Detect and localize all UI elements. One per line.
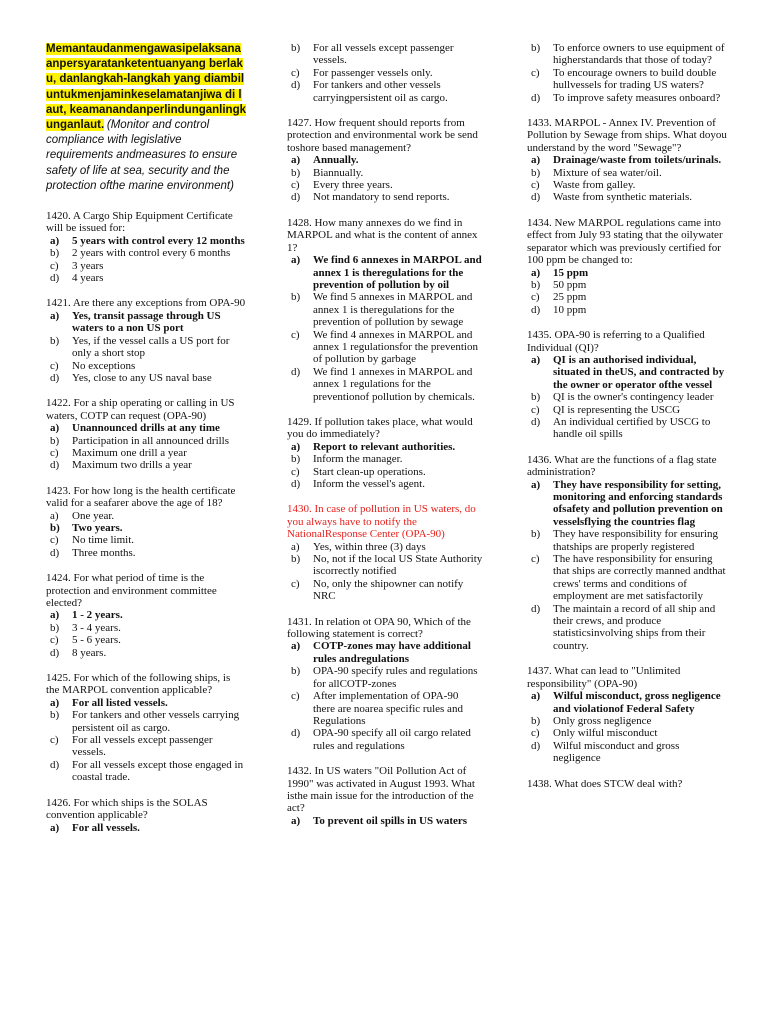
question-text: 1421. Are there any exceptions from OPA-90 — [46, 297, 246, 310]
answer-option — [46, 547, 246, 559]
option-letter: a) — [50, 422, 60, 435]
option-text: Start clean-up operations. — [313, 465, 426, 478]
option-text: Report to relevant authorities. — [313, 440, 456, 453]
option-letter: a) — [531, 353, 541, 366]
question-text: 1428. How many annexes do we find in MARPOL and what is the content of annex 1? — [287, 216, 478, 254]
option-text: To improve safety measures onboard? — [553, 91, 721, 104]
option-letter: c) — [50, 259, 59, 272]
answer-options — [46, 510, 246, 560]
option-letter: d) — [291, 79, 301, 92]
option-text: Participation in all announced drills — [72, 434, 230, 447]
option-letter: b) — [531, 528, 541, 541]
answer-option — [287, 478, 483, 490]
question-block — [287, 217, 483, 403]
answer-option — [46, 372, 246, 384]
answer-option-correct — [527, 354, 727, 391]
answer-option — [287, 727, 483, 752]
intro-highlighted-text: Memantaudanmengawasipelaksanaanpersyaratanketentuanyang berlaku, danlangkah-langkah yang diambiluntukmenjaminkeselamatanjiwa di laut, keamanandanperlindunganlingkunganlaut. — [46, 43, 247, 132]
option-text: 8 years. — [72, 646, 107, 659]
answer-option — [46, 510, 246, 522]
answer-options — [287, 640, 483, 752]
answer-option-correct — [46, 422, 246, 434]
option-text: QI is representing the USCG — [553, 403, 681, 416]
option-letter: b) — [50, 434, 60, 447]
answer-option — [527, 279, 727, 291]
option-text: COTP-zones may have additional rules andregulations — [313, 640, 471, 665]
option-letter: b) — [50, 621, 60, 634]
answer-option — [287, 79, 483, 104]
option-text: Wilful misconduct and gross negligence — [553, 739, 680, 765]
answer-option — [46, 647, 246, 659]
answer-option-correct — [527, 690, 727, 715]
option-text: Yes, transit passage through US waters to a non US port — [72, 309, 221, 335]
option-text: Inform the manager. — [313, 453, 403, 466]
option-text: Only gross negligence — [553, 714, 652, 727]
question-block — [527, 454, 727, 653]
answer-option-correct — [46, 609, 246, 621]
answer-option — [46, 247, 246, 259]
question-block — [527, 42, 727, 104]
option-text: 1 - 2 years. — [72, 609, 123, 622]
answer-option — [527, 553, 727, 603]
option-letter: c) — [291, 577, 300, 590]
answer-option — [287, 67, 483, 79]
option-letter: b) — [50, 521, 60, 534]
option-text: For tankers and other vessels carryingpersistent oil as cargo. — [313, 79, 448, 104]
option-letter: b) — [291, 291, 301, 304]
answer-option — [46, 534, 246, 546]
answer-option — [527, 304, 727, 316]
question-text: 1431. In relation ot OPA 90, Which of the following statement is correct? — [287, 615, 471, 641]
answer-option-correct — [46, 697, 246, 709]
question-text: 1436. What are the functions of a flag state administration? — [527, 453, 717, 479]
answer-option — [527, 416, 727, 441]
question-text: 1420. A Cargo Ship Equipment Certificate will be issued for: — [46, 210, 233, 235]
option-text: Maximum two drills a year — [72, 459, 192, 472]
question-block — [46, 297, 246, 384]
option-letter: b) — [291, 553, 301, 566]
answer-option — [287, 553, 483, 578]
answer-option — [46, 435, 246, 447]
option-letter: c) — [50, 359, 59, 372]
answer-option — [527, 179, 727, 191]
option-text: 15 ppm — [553, 266, 589, 279]
option-text: 3 years — [72, 259, 104, 272]
question-text: 1438. What does STCW deal with? — [527, 777, 683, 790]
option-text: 10 ppm — [553, 303, 587, 316]
option-letter: a) — [50, 821, 60, 834]
answer-option — [287, 291, 483, 328]
answer-option-correct — [527, 267, 727, 279]
option-text: Every three years. — [313, 179, 393, 192]
question-text: 1435. OPA-90 is referring to a Qualified Individual (QI)? — [527, 329, 705, 354]
option-letter: a) — [291, 640, 301, 653]
answer-option — [46, 734, 246, 759]
option-letter: d) — [50, 646, 60, 659]
option-letter: b) — [291, 453, 301, 466]
question-block — [527, 117, 727, 204]
answer-option — [46, 459, 246, 471]
answer-options — [287, 441, 483, 491]
option-text: Waste from synthetic materials. — [553, 191, 693, 204]
option-text: To enforce owners to use equipment of higherstandards that those of today? — [553, 42, 725, 67]
question-text: 1433. MARPOL - Annex IV. Prevention of Pollution by Sewage from ships. What doyou understand by the word "Sewage"? — [527, 117, 727, 154]
option-letter: a) — [50, 309, 60, 322]
answer-option — [527, 391, 727, 403]
option-letter: c) — [291, 690, 300, 703]
question-block — [287, 616, 483, 752]
option-letter: c) — [531, 553, 540, 566]
answer-options — [46, 609, 246, 659]
option-text: Waste from galley. — [553, 179, 636, 192]
option-text: Biannually. — [313, 166, 364, 179]
option-text: OPA-90 specify rules and regulations for allCOTP-zones — [313, 665, 478, 690]
option-text: Wilful misconduct, gross negligence and violationof Federal Safety — [553, 690, 721, 715]
answer-options — [46, 697, 246, 784]
option-text: Inform the vessel's agent. — [313, 478, 425, 490]
answer-option — [527, 603, 727, 653]
answer-option — [46, 622, 246, 634]
option-letter: c) — [50, 634, 59, 647]
answer-option — [287, 466, 483, 478]
column-3 — [527, 42, 727, 803]
question-block — [46, 397, 246, 471]
answer-option — [527, 67, 727, 92]
option-text: Two years. — [72, 521, 123, 534]
question-text: 1423. For how long is the health certificate valid for a seafarer above the age of 18? — [46, 484, 236, 510]
option-letter: b) — [531, 166, 541, 179]
question-block — [46, 485, 246, 559]
option-text: For all listed vessels. — [72, 696, 168, 709]
option-letter: d) — [50, 459, 60, 472]
option-text: 5 years with control every 12 months — [72, 234, 245, 247]
answer-option — [287, 541, 483, 553]
answer-option-correct — [287, 254, 483, 291]
option-text: 3 - 4 years. — [72, 621, 121, 634]
question-text: 1424. For what period of time is the protection and environment committee elected? — [46, 572, 217, 609]
option-letter: d) — [291, 478, 301, 490]
answer-options — [287, 154, 483, 204]
answer-option-correct — [287, 154, 483, 166]
option-letter: a) — [531, 154, 541, 167]
answer-option — [527, 404, 727, 416]
option-letter: c) — [531, 727, 540, 740]
option-text: 50 ppm — [553, 278, 587, 291]
answer-option — [287, 366, 483, 403]
option-letter: d) — [291, 191, 301, 204]
option-letter: c) — [531, 179, 540, 192]
option-letter: d) — [531, 191, 541, 204]
option-letter: c) — [531, 66, 540, 79]
answer-option — [46, 360, 246, 372]
option-letter: d) — [531, 602, 541, 615]
option-letter: c) — [531, 291, 540, 304]
answer-option — [527, 715, 727, 727]
option-text: Mixture of sea water/oil. — [553, 166, 662, 179]
option-text: For tankers and other vessels carrying persistent oil as cargo. — [72, 709, 240, 734]
option-text: Annually. — [313, 154, 359, 167]
question-block — [46, 672, 246, 784]
answer-options — [287, 815, 483, 827]
option-text: For passenger vessels only. — [313, 66, 433, 79]
option-text: For all vessels except passenger vessels. — [313, 42, 454, 67]
option-letter: b) — [531, 278, 541, 291]
option-text: Yes, if the vessel calls a US port for only a short stop — [72, 334, 230, 360]
option-text: They have responsibility for ensuring thatships are properly registered — [553, 528, 718, 553]
option-letter: d) — [531, 91, 541, 104]
option-text: 2 years with control every 6 months — [72, 247, 231, 260]
answer-option — [46, 335, 246, 360]
option-letter: a) — [50, 509, 59, 522]
option-text: For all vessels except those engaged in coastal trade. — [72, 758, 244, 784]
option-text: The have responsibility for ensuring that ships are correctly manned andthat crews' terms and conditions of employment are met satisfactorily — [553, 553, 726, 603]
answer-options — [287, 254, 483, 403]
answer-option — [287, 329, 483, 366]
question-text: 1426. For which ships is the SOLAS convention applicable? — [46, 796, 208, 822]
option-letter: d) — [531, 303, 541, 316]
option-letter: a) — [531, 478, 541, 491]
option-letter: a) — [531, 690, 541, 703]
option-letter: a) — [50, 696, 60, 709]
answer-options — [287, 42, 483, 104]
option-text: Maximum one drill a year — [72, 446, 187, 459]
question-block — [287, 117, 483, 204]
option-letter: a) — [531, 266, 541, 279]
answer-options — [527, 42, 727, 104]
option-text: We find 6 annexes in MARPOL and annex 1 is theregulations for the prevention of pollution by oil — [313, 254, 482, 291]
option-text: 25 ppm — [553, 291, 587, 304]
question-block — [287, 416, 483, 490]
question-text: 1427. How frequent should reports from protection and environmental work be send toshore based management? — [287, 117, 478, 154]
answer-option — [46, 759, 246, 784]
option-text: 5 - 6 years. — [72, 634, 121, 647]
answer-option — [527, 291, 727, 303]
answer-option-correct — [527, 154, 727, 166]
answer-option-correct — [46, 235, 246, 247]
answer-option-correct — [287, 640, 483, 665]
question-block — [287, 503, 483, 602]
answer-option-correct — [46, 522, 246, 534]
option-letter: d) — [50, 371, 60, 384]
answer-options — [46, 235, 246, 285]
option-text: 4 years — [72, 272, 104, 285]
question-block — [287, 42, 483, 104]
option-letter: b) — [291, 42, 301, 54]
question-block — [287, 765, 483, 827]
answer-options — [527, 479, 727, 653]
answer-option — [527, 42, 727, 67]
option-letter: c) — [291, 465, 300, 478]
option-letter: b) — [531, 391, 541, 404]
question-text: 1432. In US waters "Oil Pollution Act of 1990" was activated in August 1993. What isthe main issue for the introduction of the act? — [287, 765, 475, 815]
option-text: OPA-90 specify all oil cargo related rules and regulations — [313, 727, 471, 752]
option-letter: a) — [291, 540, 300, 553]
answer-options — [287, 541, 483, 603]
option-letter: c) — [531, 403, 540, 416]
answer-options — [527, 690, 727, 764]
option-letter: c) — [50, 734, 59, 747]
option-letter: a) — [291, 254, 301, 267]
option-text: No exceptions — [72, 359, 136, 372]
question-text: 1425. For which of the following ships, is the MARPOL convention applicable? — [46, 672, 231, 697]
question-text: 1422. For a ship operating or calling in US waters, COTP can request (OPA-90) — [46, 397, 235, 422]
option-letter: b) — [531, 42, 541, 54]
option-text: Yes, close to any US naval base — [72, 371, 212, 384]
option-text: For all vessels. — [72, 821, 140, 834]
option-letter: a) — [50, 234, 60, 247]
option-letter: b) — [50, 709, 60, 722]
option-text: To encourage owners to build double hullvessels for trading US waters? — [553, 66, 717, 92]
option-letter: c) — [50, 534, 59, 547]
answer-option — [527, 528, 727, 553]
question-block — [46, 572, 246, 659]
option-letter: d) — [531, 415, 541, 428]
option-letter: c) — [291, 328, 300, 341]
option-text: To prevent oil spills in US waters — [313, 814, 468, 827]
answer-options — [527, 154, 727, 204]
option-text: Not mandatory to send reports. — [313, 191, 450, 204]
option-text: QI is an authorised individual, situated in theUS, and contracted by the owner or operator ofthe vessel — [553, 353, 725, 391]
option-text: We find 1 annexes in MARPOL and annex 1 regulations for the preventionof pollution by chemicals. — [313, 365, 475, 403]
question-text: 1430. In case of pollution in US waters, do you always have to notify the NationalResponse Center (OPA-90) — [287, 503, 476, 541]
answer-option-correct — [287, 815, 483, 827]
answer-option — [287, 179, 483, 191]
option-text: An individual certified by USCG to handle oil spills — [553, 415, 711, 441]
answer-option — [287, 453, 483, 465]
option-letter: b) — [531, 714, 541, 727]
option-text: Yes, within three (3) days — [313, 540, 426, 553]
option-letter: a) — [291, 440, 301, 453]
answer-option — [287, 665, 483, 690]
answer-option — [527, 740, 727, 765]
question-block — [46, 210, 246, 284]
option-letter: a) — [291, 814, 301, 827]
option-text: The maintain a record of all ship and their crews, and produce statisticsinvolving ships from their country. — [553, 602, 716, 652]
answer-options — [527, 267, 727, 317]
answer-options — [46, 422, 246, 472]
option-text: No, only the shipowner can notify NRC — [313, 577, 464, 603]
option-letter: a) — [50, 609, 60, 622]
answer-options — [46, 310, 246, 384]
option-letter: b) — [291, 166, 301, 179]
option-letter: b) — [50, 247, 60, 260]
option-letter: c) — [291, 66, 300, 79]
answer-option — [287, 42, 483, 67]
question-block — [527, 217, 727, 316]
answer-option — [46, 272, 246, 284]
answer-option — [46, 709, 246, 734]
answer-option — [527, 191, 727, 203]
intro-translation: (Monitor and control compliance with legislative requirements andmeasures to ensure safety of life at sea, security and the protection ofthe marine environment) — [46, 119, 238, 192]
option-text: One year. — [72, 509, 115, 522]
option-text: No, not if the local US State Authority iscorrectly notified — [313, 553, 483, 578]
answer-option-correct — [287, 441, 483, 453]
answer-option — [287, 191, 483, 203]
column-2 — [287, 42, 483, 840]
answer-option — [527, 727, 727, 739]
question-block — [46, 797, 246, 834]
question-text: 1434. New MARPOL regulations came into effect from July 93 stating that the oilywater separator which was previously certified for 100 ppm be changed to: — [527, 216, 723, 267]
question-text: 1429. If pollution takes place, what would you do immediately? — [287, 415, 473, 441]
answer-options — [46, 822, 246, 834]
option-letter: c) — [50, 446, 59, 459]
answer-option — [287, 167, 483, 179]
answer-option — [46, 634, 246, 646]
option-text: No time limit. — [72, 534, 135, 547]
answer-option — [46, 447, 246, 459]
option-letter: c) — [291, 179, 300, 192]
option-text: Three months. — [72, 546, 136, 559]
answer-options — [527, 354, 727, 441]
option-letter: b) — [50, 334, 60, 347]
option-text: They have responsibility for setting, monitoring and enforcing standards ofsafety and pollution prevention on vesselsflying the countries flag — [553, 478, 723, 528]
option-text: We find 5 annexes in MARPOL and annex 1 is theregulations for the prevention of pollution by sewage — [313, 291, 473, 329]
option-text: Drainage/waste from toilets/urinals. — [553, 154, 722, 167]
answer-option — [46, 260, 246, 272]
answer-option — [527, 167, 727, 179]
question-text: 1437. What can lead to "Unlimited responsibility" (OPA-90) — [527, 665, 681, 690]
option-text: Unannounced drills at any time — [72, 422, 220, 435]
answer-option — [527, 92, 727, 104]
intro-block — [46, 42, 246, 194]
option-text: We find 4 annexes in MARPOL and annex 1 regulationsfor the prevention of pollution by garbage — [313, 328, 478, 366]
column-1 — [46, 42, 246, 847]
question-block — [527, 778, 727, 790]
option-text: Only wilful misconduct — [553, 727, 658, 740]
question-block — [527, 329, 727, 441]
option-letter: d) — [531, 739, 541, 752]
option-letter: d) — [291, 365, 301, 378]
option-letter: a) — [291, 154, 301, 167]
answer-option-correct — [46, 310, 246, 335]
option-letter: d) — [50, 546, 60, 559]
answer-option — [287, 690, 483, 727]
option-text: For all vessels except passenger vessels. — [72, 734, 213, 759]
option-text: After implementation of OPA-90 there are noarea specific rules and Regulations — [313, 690, 463, 727]
option-letter: b) — [291, 665, 301, 678]
question-block — [527, 665, 727, 764]
answer-option-correct — [46, 822, 246, 834]
option-text: QI is the owner's contingency leader — [553, 391, 714, 404]
answer-option — [287, 578, 483, 603]
option-letter: d) — [50, 272, 60, 285]
option-letter: d) — [50, 758, 60, 771]
answer-option-correct — [527, 479, 727, 529]
option-letter: d) — [291, 727, 301, 740]
